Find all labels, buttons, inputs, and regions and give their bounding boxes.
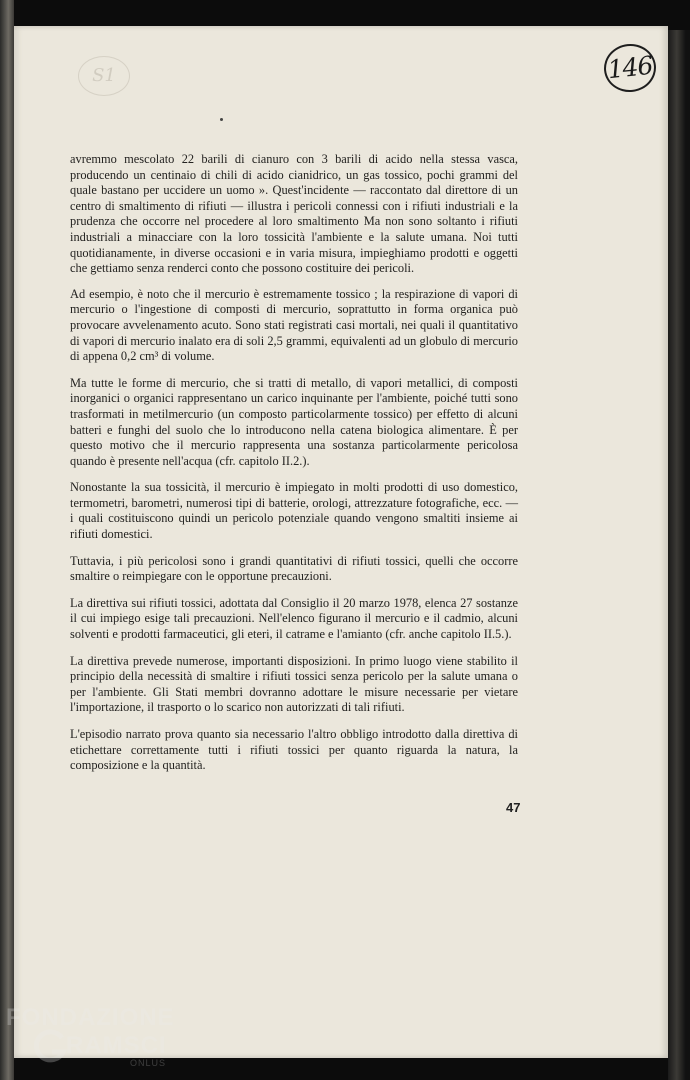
paragraph-2: Ad esempio, è noto che il mercurio è estremamente tossico ; la respirazione di vapori di mercurio o l'ingestione di composti di mercurio, soprattutto in forma organica può provocare avvelenamento acuto. Sono stati registrati casi mortali, nei quali il quantitativo di vapori di mercurio inalato era di soli 2,5 grammi, equivalenti ad un globulo di mercurio di appena 0,2 cm³ di volume. <box>70 286 518 364</box>
body-text <box>70 152 518 785</box>
paragraph-5: Tuttavia, i più pericolosi sono i grandi quantitativi di rifiuti tossici, quelli che occorre smaltire o reimpiegare con le opportune precauzioni. <box>70 553 518 584</box>
faded-ink-mark: S1 <box>78 56 130 96</box>
ink-dot <box>220 118 223 121</box>
paragraph-1: avremmo mescolato 22 barili di cianuro con 3 barili di acido nella stessa vasca, producendo un centinaio di chili di acido cianidrico, un gas tossico, pochi grammi del quale bastano per uccidere un uomo ». Quest'incidente — raccontato dal direttore di un centro di smaltimento di rifiuti — illustra i pericoli connessi con i rifiuti industriali e la prudenza che occorre nel procedere al loro smaltimento Ma non sono soltanto i rifiuti industriali a minacciare con la loro tossicità l'ambiente e la salute umana. Noi tutti quotidianamente, in diverse occasioni e in varia misura, impieghiamo prodotti e oggetti che gettiamo senza renderci conto che possono costituire dei pericoli. <box>70 152 518 276</box>
watermark-line-1: FONDAZIONE <box>6 1004 175 1031</box>
paragraph-3: Ma tutte le forme di mercurio, che si tratti di metallo, di vapori metallici, di composti inorganici o organici rappresentano un carico inquinante per l'ambiente, poiché tutti sono trasformati in metilmercurio (un composto particolarmente tossico) per effetto di alcuni batteri e funghi del suolo che lo introducono nella catena biologica alimentare. È per questo motivo che il mercurio rappresenta una sostanza particolarmente pericolosa quando è presente nell'acqua (cfr. capitolo II.2.). <box>70 375 518 468</box>
fondazione-gramsci-watermark <box>6 1004 206 1080</box>
paragraph-6: La direttiva sui rifiuti tossici, adottata dal Consiglio il 20 marzo 1978, elenca 27 sostanze il cui impiego esige tali precauzioni. Nell'elenco figurano il mercurio e il cadmio, alcuni solventi e prodotti farmaceutici, gli eteri, il catrame e l'amianto (cfr. anche capitolo II.5.). <box>70 595 518 642</box>
watermark-line-2: RAMSCI <box>66 1032 167 1059</box>
left-binding-edge <box>0 0 14 1080</box>
right-page-edge <box>668 30 690 1080</box>
paragraph-7: La direttiva prevede numerose, importanti disposizioni. In primo luogo viene stabilito il principio della necessità di smaltire i rifiuti tossici senza pericolo per la salute umana o per l'ambiente. Gli Stati membri dovranno adottare le misure necessarie per vietare l'importazione, il trasporto o lo scarico non autorizzati di tali rifiuti. <box>70 653 518 715</box>
archive-page-stamp: 146 <box>602 41 659 94</box>
watermark-line-3: ONLUS <box>130 1058 167 1068</box>
document-page <box>14 26 668 1058</box>
paragraph-8: L'episodio narrato prova quanto sia necessario l'altro obbligo introdotto dalla direttiva di etichettare correttamente tutti i rifiuti tossici per quanto riguarda la natura, la composizione e la quantità. <box>70 727 518 773</box>
watermark-g-logo-icon <box>32 1028 68 1064</box>
paragraph-4: Nonostante la sua tossicità, il mercurio è impiegato in molti prodotti di uso domestico, termometri, barometri, numerosi tipi di batterie, orologi, attrezzature fotografiche, ecc. — i quali costituiscono quindi un pericolo potenziale quando vengono smaltiti insieme ai rifiuti domestici. <box>70 480 518 542</box>
page-number: 47 <box>506 800 521 815</box>
